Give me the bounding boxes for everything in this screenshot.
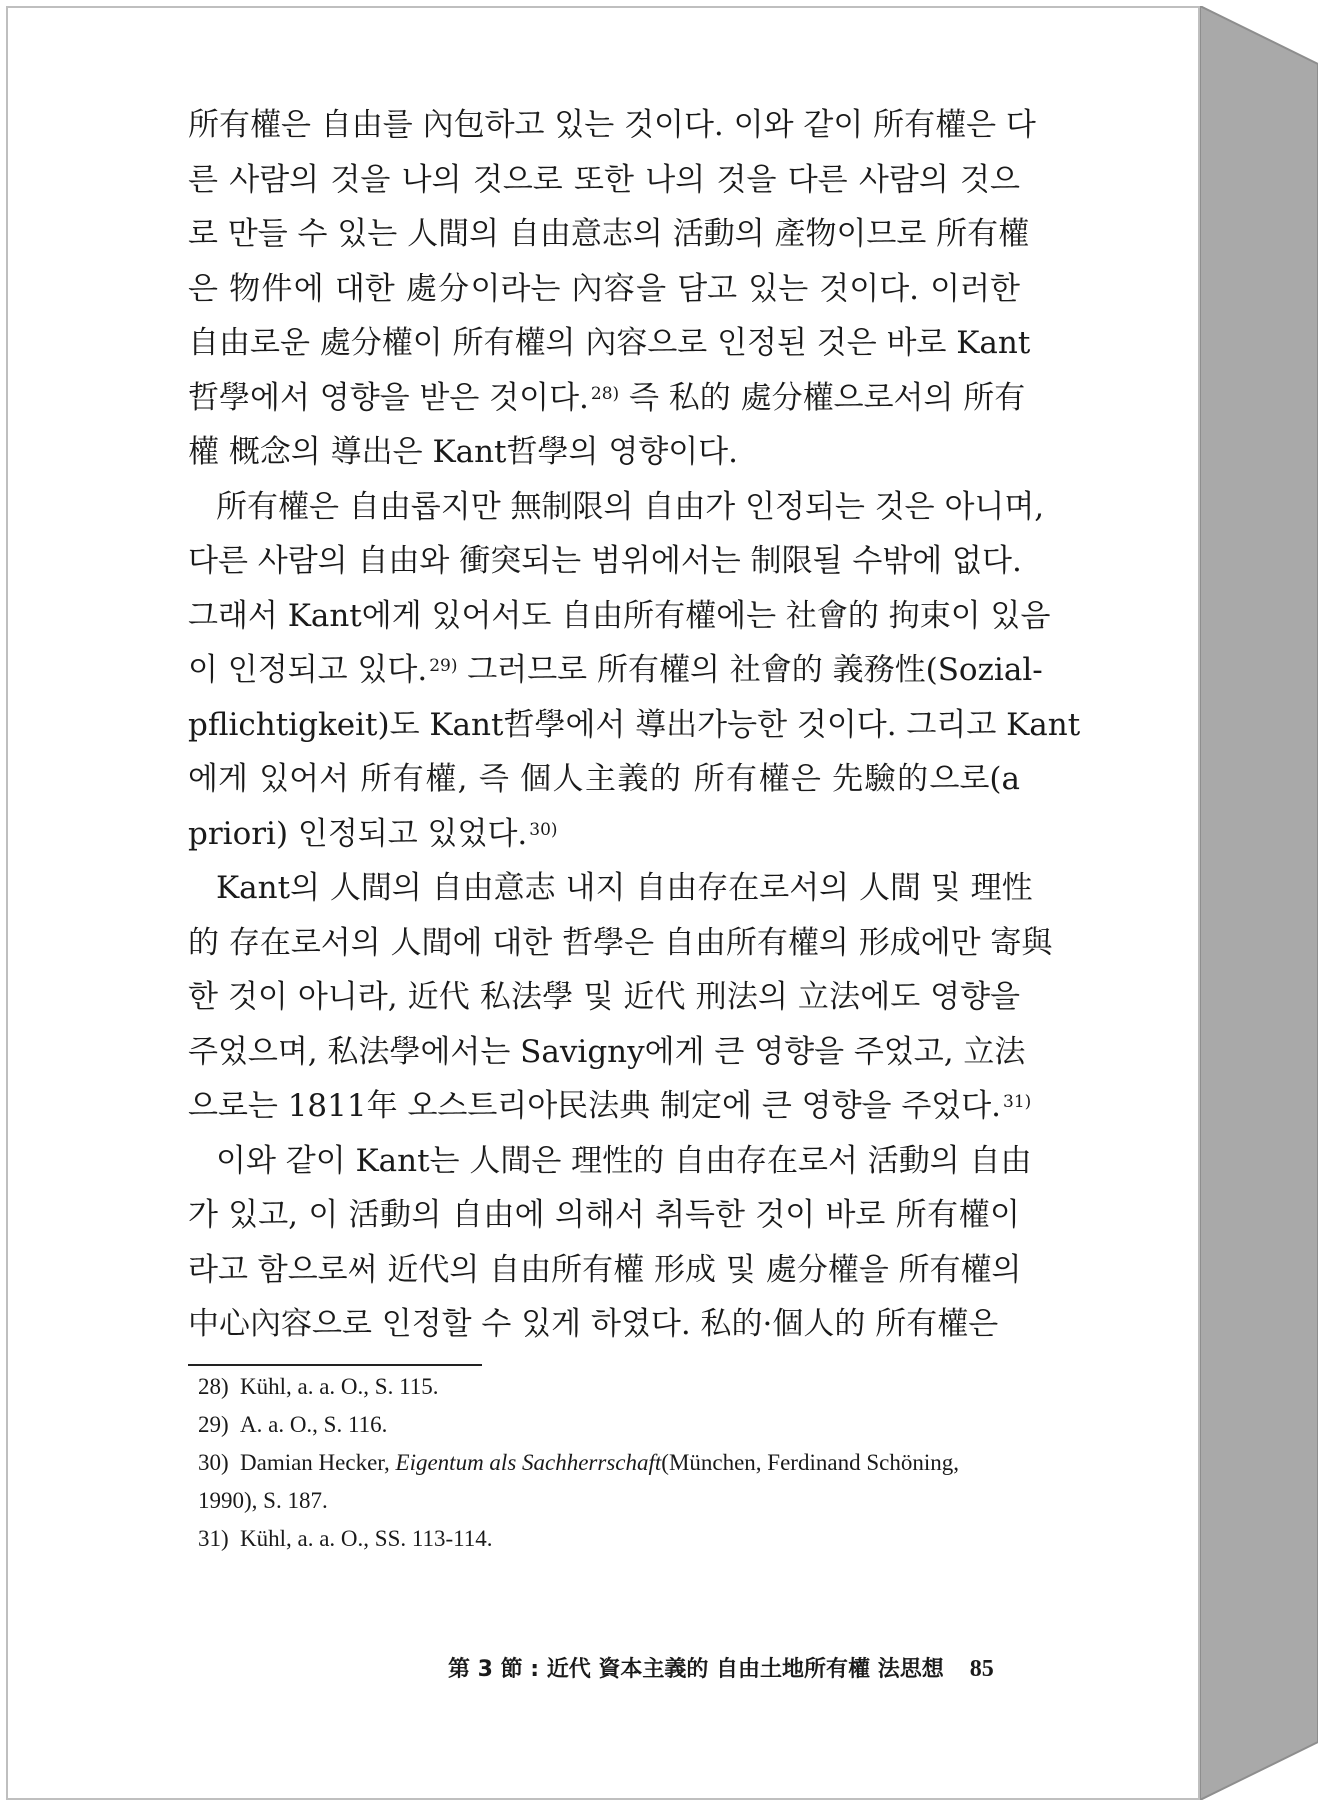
text-line xyxy=(188,1079,1032,1134)
line-text-continued: 그러므로 所有權의 社會的 義務性(Sozial- xyxy=(457,652,1043,688)
text-line xyxy=(188,589,1051,644)
line-text: 다른 사람의 自由와 衝突되는 범위에서는 制限될 수밖에 없다. xyxy=(188,543,1022,579)
paragraph xyxy=(188,98,1036,480)
footnote-number: 28) xyxy=(198,1374,229,1399)
footnote-title: Eigentum als Sachherrschaft xyxy=(395,1450,662,1475)
text-line xyxy=(188,861,1033,916)
footnote-continuation: 1990), S. 187. xyxy=(198,1488,328,1513)
text-line xyxy=(188,425,1020,480)
footnote-text-continued: (München, Ferdinand Schöning, xyxy=(661,1450,959,1475)
body-text xyxy=(188,98,1081,1352)
text-line xyxy=(188,207,1030,262)
line-text: 그래서 Kant에게 있어서도 自由所有權에는 社會的 拘束이 있음 xyxy=(188,597,1051,634)
book-edge-3d xyxy=(1200,6,1318,1800)
text-line xyxy=(188,1188,1020,1243)
text-line xyxy=(188,98,1036,153)
line-text: 은 物件에 대한 處分이라는 內容을 담고 있는 것이다. 이러한 xyxy=(188,270,1020,307)
running-footer xyxy=(448,1652,1008,1683)
text-line xyxy=(188,698,1081,753)
footnote xyxy=(198,1368,1028,1406)
paragraph xyxy=(188,861,1053,1134)
text-line xyxy=(188,916,1053,971)
text-line xyxy=(188,316,1031,371)
line-text: 所有權은 自由롭지만 無制限의 自由가 인정되는 것은 아니며, xyxy=(216,488,1045,525)
footnote-ref: 29) xyxy=(429,656,458,676)
line-text: 으로는 1811年 오스트리아民法典 制定에 큰 영향을 주었다. xyxy=(188,1088,1002,1124)
line-text: 주었으며, 私法學에서는 Savigny에게 큰 영향을 주었고, 立法 xyxy=(188,1033,1026,1070)
footnote-text: Kühl, a. a. O., S. 115. xyxy=(240,1374,439,1399)
footnote-number: 31) xyxy=(198,1526,229,1551)
text-line xyxy=(188,480,1045,535)
line-text-continued: 즉 私的 處分權으로서의 所有 xyxy=(619,379,1026,416)
footnote-number: 30) xyxy=(198,1450,229,1475)
line-text: 가 있고, 이 活動의 自由에 의해서 취득한 것이 바로 所有權이 xyxy=(188,1197,1020,1233)
line-text: 이 인정되고 있다. xyxy=(188,652,428,688)
line-text: priori) 인정되고 있었다. xyxy=(188,815,528,852)
line-text: 中心內容으로 인정할 수 있게 하였다. 私的·個人的 所有權은 xyxy=(188,1306,999,1342)
footnote-text: A. a. O., S. 116. xyxy=(240,1412,388,1437)
text-line xyxy=(188,1297,1020,1352)
line-text: 自由로운 處分權이 所有權의 內容으로 인정된 것은 바로 Kant xyxy=(188,325,1031,361)
footnote-ref: 30) xyxy=(529,819,558,840)
footnote xyxy=(198,1520,1028,1558)
footnote xyxy=(198,1406,1028,1444)
book-edge-shape xyxy=(1200,6,1318,1800)
text-line xyxy=(188,752,1020,807)
line-text: 權 概念의 導出은 Kant哲學의 영향이다. xyxy=(188,434,738,470)
footnote-rule xyxy=(188,1364,482,1366)
text-line xyxy=(188,534,1020,589)
line-text: 에게 있어서 所有權, 즉 個人主義的 所有權은 先驗的으로(a xyxy=(188,761,1020,797)
book-page xyxy=(6,6,1200,1800)
line-text: 라고 함으로써 近代의 自由所有權 形成 및 處分權을 所有權의 xyxy=(188,1251,1022,1288)
line-text: 哲學에서 영향을 받은 것이다. xyxy=(188,379,589,416)
line-text: 的 存在로서의 人間에 대한 哲學은 自由所有權의 形成에만 寄與 xyxy=(188,924,1053,961)
text-line xyxy=(188,970,1020,1025)
footnote xyxy=(198,1444,1028,1482)
text-line xyxy=(188,153,1020,208)
footnotes xyxy=(198,1368,1028,1558)
running-head: 第 3 節 : 近代 資本主義的 自由土地所有權 法思想 xyxy=(448,1657,944,1682)
text-line xyxy=(188,807,1020,862)
text-line xyxy=(188,1134,1032,1189)
page-number: 85 xyxy=(969,1656,994,1682)
line-text: 所有權은 自由를 內包하고 있는 것이다. 이와 같이 所有權은 다 xyxy=(188,107,1036,143)
text-line xyxy=(188,1243,1020,1298)
footnote-number: 29) xyxy=(198,1412,229,1437)
footnote-text: Damian Hecker, xyxy=(240,1450,396,1475)
paragraph xyxy=(188,1134,1032,1352)
footnote-ref: 31) xyxy=(1003,1092,1032,1112)
line-text: 로 만들 수 있는 人間의 自由意志의 活動의 產物이므로 所有權 xyxy=(188,216,1030,252)
paragraph xyxy=(188,480,1081,862)
line-text: Kant의 人間의 自由意志 내지 自由存在로서의 人間 및 理性 xyxy=(216,870,1033,906)
line-text: 이와 같이 Kant는 人間은 理性的 自由存在로서 活動의 自由 xyxy=(216,1142,1032,1179)
line-text: 한 것이 아니라, 近代 私法學 및 近代 刑法의 立法에도 영향을 xyxy=(188,979,1020,1015)
footnote-text: Kühl, a. a. O., SS. 113-114. xyxy=(240,1526,493,1551)
text-line xyxy=(188,1025,1026,1080)
text-line xyxy=(188,371,1026,426)
line-text: pflichtigkeit)도 Kant哲學에서 導出가능한 것이다. 그리고 Kant xyxy=(188,706,1081,743)
text-line xyxy=(188,262,1020,317)
text-line xyxy=(188,643,1043,698)
footnote-ref: 28) xyxy=(590,383,620,404)
line-text: 른 사람의 것을 나의 것으로 또한 나의 것을 다른 사람의 것으 xyxy=(188,161,1020,198)
